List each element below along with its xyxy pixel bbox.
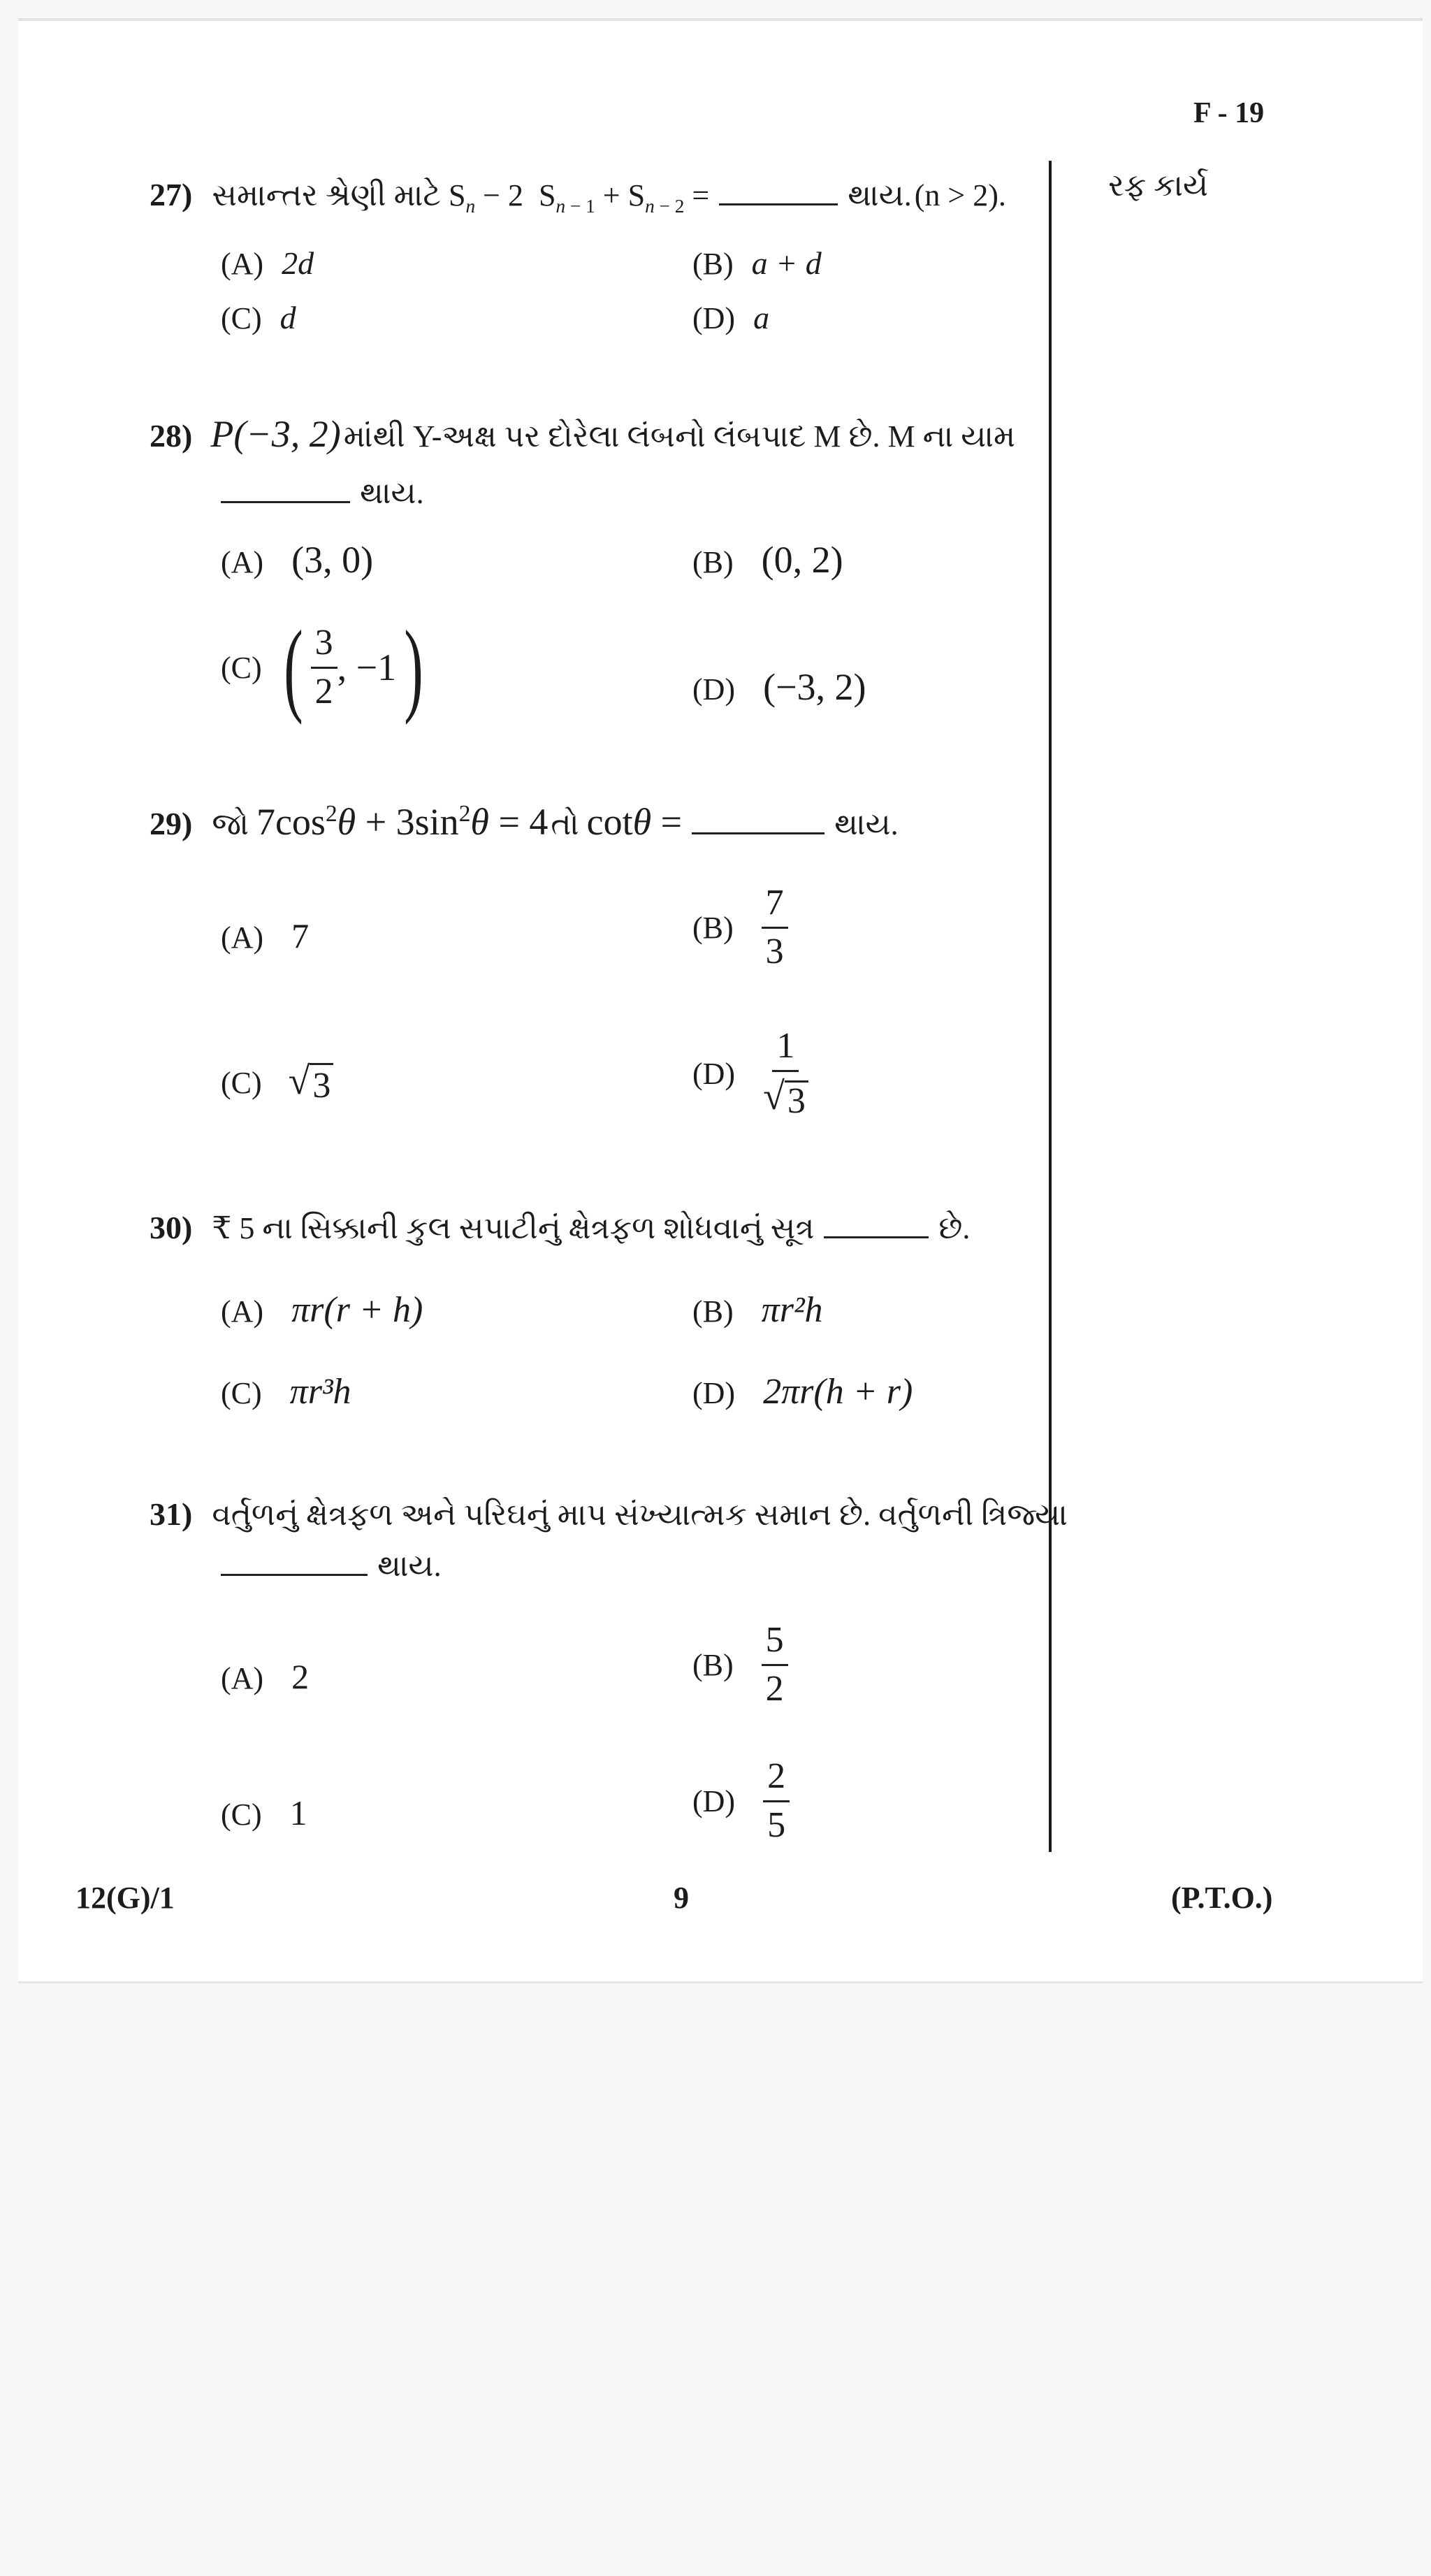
answer-blank [824, 1236, 929, 1238]
option-d[interactable] [692, 665, 866, 709]
question-suffix: છે. [938, 1211, 971, 1245]
option-c[interactable] [221, 609, 431, 725]
question-text: ₹ 5 ના સિક્કાની કુલ સપાટીનું ક્ષેત્રફળ શોધવાનું સૂત્ર [212, 1211, 815, 1245]
option-label: (D) [692, 1376, 736, 1410]
option-d[interactable] [692, 299, 769, 336]
question-28-line2 [221, 475, 424, 511]
question-text-mid: તો [551, 807, 587, 841]
option-b[interactable] [692, 1621, 788, 1708]
trig-expression: $7\cos^2\theta + 3\sin^2\theta = 4$ [256, 801, 549, 843]
fraction: $\frac{7}{3}$ [762, 884, 788, 971]
option-label: (B) [692, 1294, 734, 1329]
option-label: (D) [692, 672, 736, 707]
option-value: (−3, 2) [763, 666, 866, 708]
option-label: (D) [692, 1057, 736, 1092]
option-label: (C) [221, 1376, 262, 1410]
option-a[interactable] [221, 1289, 423, 1331]
answer-blank [221, 1573, 368, 1576]
option-value: a + d [751, 245, 822, 281]
question-suffix: થાય. [377, 1549, 442, 1583]
answer-blank [221, 500, 350, 503]
option-value: (3, 0) [291, 539, 374, 581]
option-a[interactable] [221, 916, 309, 956]
footer-code: 12(G)/1 [75, 1881, 175, 1915]
option-label: (A) [221, 247, 264, 281]
left-paren: ( [283, 609, 303, 725]
option-b[interactable] [692, 1289, 823, 1331]
fraction: 1 √ 3 [763, 1027, 808, 1120]
question-30 [150, 1209, 970, 1246]
question-27 [150, 176, 1006, 217]
option-label: (A) [221, 1294, 264, 1329]
option-value: 2 [291, 1657, 310, 1696]
page-number: 9 [674, 1881, 689, 1915]
option-label: (A) [221, 920, 264, 955]
question-number: 30) [150, 1210, 193, 1245]
question-suffix: થાય. [360, 476, 424, 510]
question-number: 29) [150, 806, 193, 841]
option-c[interactable] [221, 1371, 351, 1412]
question-31 [150, 1496, 1068, 1533]
option-label: (B) [692, 247, 734, 281]
fraction: $\frac{5}{2}$ [762, 1621, 788, 1708]
option-value: 7 [291, 916, 310, 955]
option-b[interactable] [692, 884, 788, 971]
question-text: માંથી Y-અક્ષ પર દોરેલા લંબનો લંબપાદ M છે. M ના યામ [343, 419, 1016, 454]
question-suffix: થાય. [848, 178, 912, 212]
option-b[interactable] [692, 538, 843, 581]
option-label: (B) [692, 1647, 734, 1682]
option-value: a [753, 300, 770, 335]
option-label: (C) [221, 1797, 262, 1832]
option-value: πr³h [289, 1372, 351, 1412]
option-d[interactable] [692, 1027, 808, 1120]
question-condition: (n > 2). [914, 178, 1006, 212]
option-label: (D) [692, 301, 736, 335]
option-label: (D) [692, 1783, 736, 1818]
option-label: (C) [221, 301, 262, 335]
option-a[interactable] [221, 538, 373, 581]
option-value: 2πr(h + r) [763, 1372, 913, 1412]
rough-work-divider [1049, 161, 1052, 1852]
option-value: 2d [282, 245, 314, 281]
question-29 [150, 800, 899, 844]
option-value: πr²h [761, 1290, 823, 1330]
paper-code: F - 19 [1193, 97, 1265, 129]
option-label: (B) [692, 910, 734, 945]
option-value: πr(r + h) [291, 1290, 423, 1330]
option-label: (B) [692, 545, 734, 579]
right-paren: ) [404, 609, 423, 725]
answer-blank [692, 832, 825, 834]
option-a[interactable] [221, 245, 314, 282]
question-number: 31) [150, 1496, 193, 1532]
option-value: d [279, 300, 296, 335]
question-number: 28) [150, 418, 193, 454]
option-label: (C) [221, 1065, 262, 1100]
option-label: (A) [221, 1661, 264, 1695]
option-label: (A) [221, 545, 264, 579]
question-28 [150, 412, 1015, 456]
option-label: (C) [221, 650, 262, 685]
question-suffix: થાય. [834, 807, 899, 841]
option-c[interactable] [221, 1793, 307, 1833]
option-value: 1 [289, 1793, 307, 1832]
point-p: P(−3, 2) [210, 413, 341, 455]
expression-sn: $S_n - 2$ $S_{n - 1} + S_{n - 2}$ = [449, 178, 710, 217]
exam-page [18, 18, 1423, 1983]
fraction: $\frac{2}{5}$ [763, 1758, 790, 1844]
square-root: √ 3 [763, 1072, 808, 1121]
option-d[interactable] [692, 1758, 790, 1844]
option-c[interactable] [221, 299, 296, 336]
question-31-line2 [221, 1548, 442, 1584]
question-text: વર્તુળનું ક્ષેત્રફળ અને પરિઘનું માપ સંખ્યાત્મક સમાન છે. વર્તુળની ત્રિજ્યા [212, 1498, 1068, 1532]
rough-work-label: રફ કાર્ય [1108, 168, 1209, 203]
option-d[interactable] [692, 1371, 913, 1412]
pto-label: (P.T.O.) [1171, 1881, 1273, 1915]
question-text: સમાન્તર શ્રેણી માટે [212, 178, 449, 212]
option-value: ( $\frac{3}{2}$ , −1 ) [283, 609, 423, 725]
fraction: $\frac{3}{2}$ [311, 624, 337, 711]
cot-expression: cotθ = [586, 801, 683, 843]
question-text: જો [212, 807, 256, 841]
option-value: (0, 2) [761, 539, 843, 581]
question-number: 27) [150, 177, 193, 212]
answer-blank [719, 203, 838, 205]
option-a[interactable] [221, 1656, 309, 1697]
square-root: √ 3 [289, 1059, 334, 1106]
option-b[interactable] [692, 245, 822, 282]
option-c[interactable] [221, 1059, 333, 1106]
